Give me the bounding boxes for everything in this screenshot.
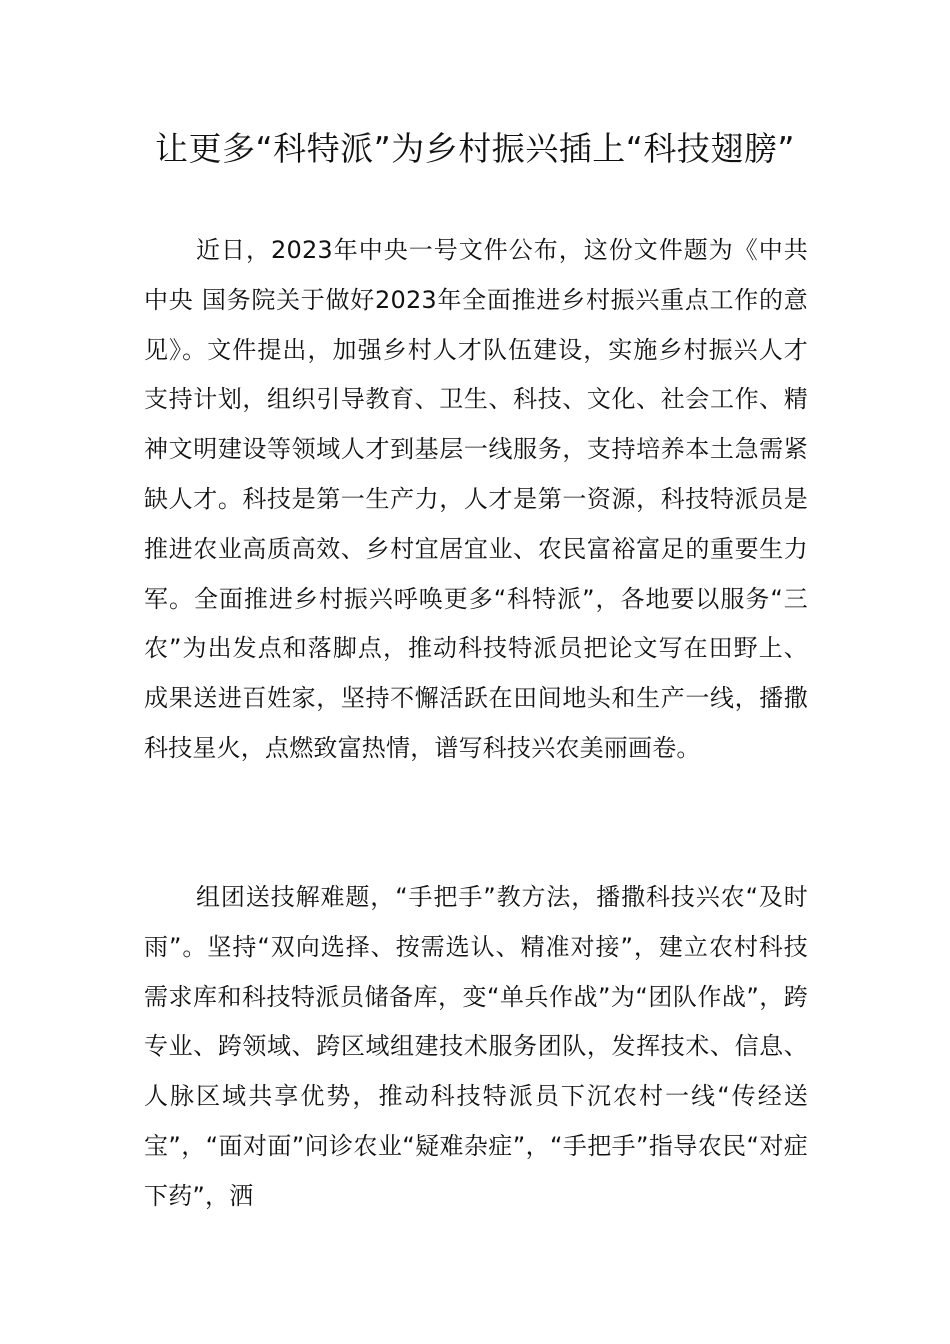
- paragraph-1: 近日，2023年中央一号文件公布，这份文件题为《中共中央 国务院关于做好2023年全面推进乡村振兴重点工作的意见》。文件提出，加强乡村人才队伍建设，实施乡村振兴人才支持计划，组织引导教育、卫生、科技、文化、社会工作、精神文明建设等领域人才到基层一线服务，支持培养本土急需紧缺人才。科技是第一生产力，人才是第一资源，科技特派员是推进农业高质高效、乡村宜居宜业、农民富裕富足的重要生力军。全面推进乡村振兴呼唤更多“科特派”，各地要以服务“三农”为出发点和落脚点，推动科技特派员把论文写在田野上、成果送进百姓家，坚持不懈活跃在田间地头和生产一线，播撒科技星火，点燃致富热情，谱写科技兴农美丽画卷。: [144, 236, 808, 762]
- paragraph-2: 组团送技解难题，“手把手”教方法，播撒科技兴农“及时雨”。坚持“双向选择、按需选认、精准对接”，建立农村科技需求库和科技特派员储备库，变“单兵作战”为“团队作战”，跨专业、跨领域、跨区域组建技术服务团队，发挥技术、信息、人脉区域共享优势，推动科技特派员下沉农村一线“传经送宝”，“面对面”问诊农业“疑难杂症”，“手把手”指导农民“对症下药”，洒: [144, 883, 808, 1210]
- document-title: 让更多“科特派”为乡村振兴插上“科技翅膀”: [155, 129, 795, 168]
